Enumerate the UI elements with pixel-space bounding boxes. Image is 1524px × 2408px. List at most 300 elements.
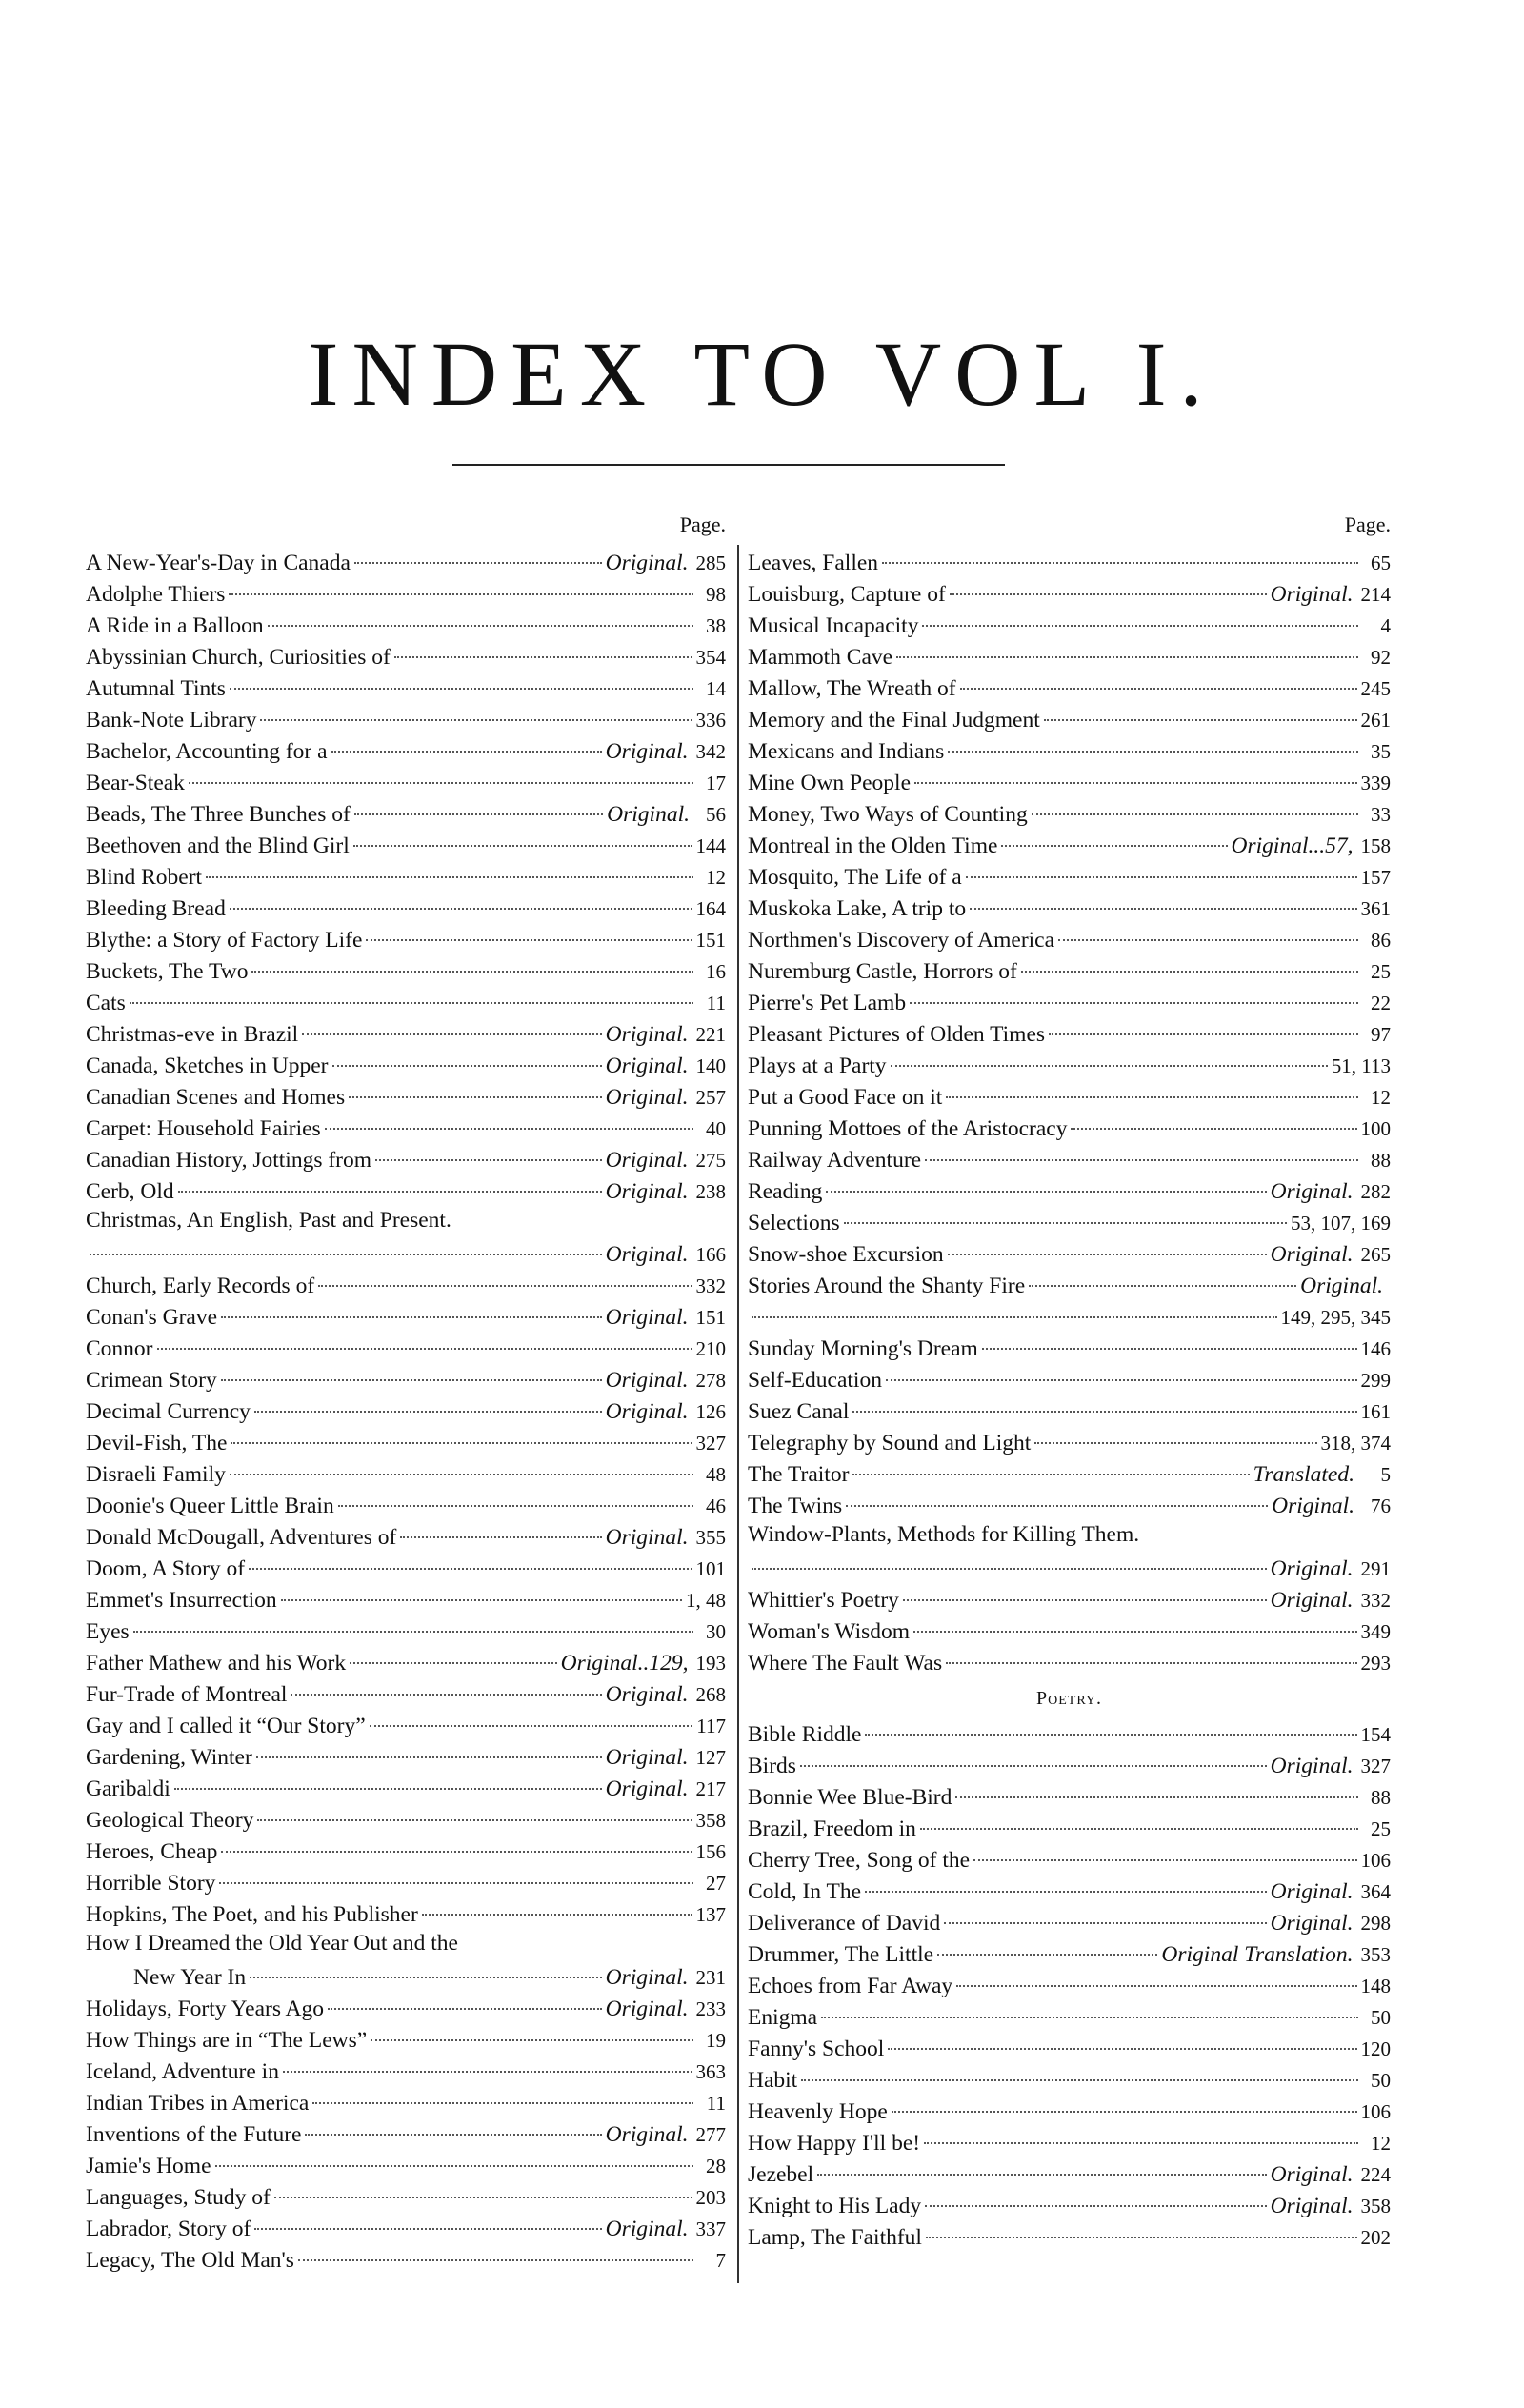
entry-page: 299 — [1360, 1368, 1391, 1392]
entry-page: 120 — [1360, 2037, 1391, 2060]
entry-title: Disraeli Family — [86, 1461, 226, 1487]
entry-page: 137 — [695, 1902, 726, 1926]
index-entry — [86, 671, 726, 702]
entry-note: Original. — [1270, 1910, 1354, 1936]
entry-title: Adolphe Thiers — [86, 581, 226, 607]
entry-title: Geological Theory — [86, 1807, 254, 1833]
entry-page: 358 — [1360, 2194, 1391, 2217]
entry-note: Original. — [605, 1744, 689, 1770]
dot-leader — [274, 2179, 692, 2198]
entry-page: 349 — [1360, 1619, 1391, 1643]
entry-title: Father Mathew and his Work — [86, 1650, 347, 1676]
entry-page: 245 — [1360, 676, 1391, 700]
index-entry — [86, 985, 726, 1016]
index-entry — [86, 1959, 726, 1991]
entry-title: How Happy I'll be! — [748, 2130, 921, 2156]
entry-title: Mosquito, The Life of a — [748, 864, 962, 890]
entry-title: Doonie's Queer Little Brain — [86, 1493, 334, 1518]
index-entry — [748, 2125, 1391, 2157]
dot-leader — [283, 2054, 692, 2073]
entry-page: 4 — [1380, 613, 1391, 637]
entry-note: Original. — [1270, 2161, 1354, 2187]
entry-note: Original. — [1270, 581, 1354, 607]
dot-leader — [174, 1771, 602, 1790]
entry-title: Labrador, Story of — [86, 2216, 251, 2241]
entry-note: Original. — [605, 1053, 689, 1078]
entry-note: Original. — [605, 2216, 689, 2241]
entry-page: 35 — [1371, 739, 1391, 763]
entry-page: 1, 48 — [686, 1588, 726, 1612]
index-entry — [748, 985, 1391, 1016]
entry-page: 11 — [706, 2091, 726, 2115]
entry-title: A Ride in a Balloon — [86, 612, 264, 638]
entry-title: Self-Education — [748, 1367, 882, 1393]
index-entry-line: Window-Plants, Methods for Killing Them. — [748, 1522, 1140, 1547]
entry-title: Enigma — [748, 2004, 818, 2030]
column-divider — [737, 545, 739, 2283]
dot-leader — [922, 608, 1358, 627]
entry-page: 27 — [706, 1871, 726, 1895]
entry-title: Church, Early Records of — [86, 1273, 315, 1298]
entry-note: Original. — [605, 1147, 689, 1173]
dot-leader — [349, 1079, 602, 1098]
title-rule — [452, 464, 1005, 466]
entry-title: Birds — [748, 1753, 796, 1778]
entry-title: Beads, The Three Bunches of — [86, 801, 351, 827]
index-entry — [748, 1048, 1391, 1079]
dot-leader — [882, 545, 1358, 564]
entry-page: 88 — [1371, 1148, 1391, 1172]
entry-page: 327 — [1360, 1754, 1391, 1777]
dot-leader — [913, 1614, 1356, 1633]
entry-title: Jezebel — [748, 2161, 814, 2187]
entry-title: Mexicans and Indians — [748, 738, 945, 764]
index-entry — [748, 2062, 1391, 2094]
dot-leader — [230, 891, 692, 910]
entry-page: 12 — [1371, 1085, 1391, 1109]
entry-page: 50 — [1371, 2068, 1391, 2092]
dot-leader — [937, 1936, 1157, 1956]
entry-page: 318, 374 — [1320, 1431, 1391, 1455]
dot-leader — [821, 1999, 1358, 2018]
entry-page: 65 — [1371, 551, 1391, 574]
entry-page: 48 — [706, 1462, 726, 1486]
dot-leader — [844, 1205, 1287, 1224]
index-entry — [86, 1519, 726, 1551]
entry-note: Original. — [605, 738, 689, 764]
dot-leader — [312, 2085, 693, 2104]
dot-leader — [1049, 1016, 1358, 1035]
index-entry — [748, 1394, 1391, 1425]
entry-title: Where The Fault Was — [748, 1650, 943, 1676]
index-entry — [86, 2085, 726, 2117]
index-entry — [86, 1174, 726, 1205]
index-entry — [748, 1174, 1391, 1205]
entry-page: 126 — [695, 1399, 726, 1423]
entry-title: Nuremburg Castle, Horrors of — [748, 958, 1017, 984]
index-entry — [86, 576, 726, 608]
entry-title: Carpet: Household Fairies — [86, 1115, 321, 1141]
right-column — [748, 505, 1391, 2251]
index-entry — [748, 1142, 1391, 1174]
page-column-header: Page. — [1344, 512, 1391, 536]
entry-title: Fanny's School — [748, 2036, 885, 2061]
entry-note: Original. — [605, 1178, 689, 1204]
index-entry — [86, 1802, 726, 1834]
index-entry — [86, 1016, 726, 1048]
dot-leader — [353, 828, 692, 847]
entry-page: 238 — [695, 1179, 726, 1203]
index-entry — [748, 1811, 1391, 1842]
entry-note: Original. — [1270, 1241, 1354, 1267]
entry-note: Original...57, — [1231, 833, 1354, 858]
dot-leader — [752, 1551, 1267, 1570]
entry-title: How Things are in “The Lews” — [86, 2027, 368, 2053]
entry-title: Knight to His Lady — [748, 2193, 922, 2218]
entry-page: 332 — [695, 1274, 726, 1297]
dot-leader — [260, 702, 692, 721]
index-entry — [748, 545, 1391, 576]
dot-leader — [332, 1048, 602, 1067]
entry-list — [748, 545, 1391, 1268]
entry-page: 217 — [695, 1776, 726, 1800]
dot-leader — [925, 1142, 1358, 1161]
entry-title: Whittier's Poetry — [748, 1587, 899, 1613]
entry-page: 203 — [695, 2185, 726, 2209]
entry-list — [86, 545, 726, 1205]
dot-leader — [251, 953, 693, 973]
entry-title: Punning Mottoes of the Aristocracy — [748, 1115, 1068, 1141]
entry-page: 342 — [695, 739, 726, 763]
index-entry — [86, 1425, 726, 1456]
entry-title: Muskoka Lake, A trip to — [748, 895, 967, 921]
entry-title: Leaves, Fallen — [748, 550, 879, 575]
entry-page: 275 — [695, 1148, 726, 1172]
dot-leader — [350, 1645, 557, 1664]
index-entry — [748, 2031, 1391, 2062]
entry-page: 148 — [1360, 1974, 1391, 1997]
entry-page: 265 — [1360, 1242, 1391, 1266]
entry-title: Holidays, Forty Years Ago — [86, 1996, 325, 2021]
index-entry — [748, 1999, 1391, 2031]
entry-page: 231 — [695, 1965, 726, 1989]
entry-page: 106 — [1360, 2099, 1391, 2123]
page-column-header: Page. — [679, 512, 726, 536]
entry-page: 38 — [706, 613, 726, 637]
entry-page: 151 — [695, 1305, 726, 1329]
entry-page: 22 — [1371, 991, 1391, 1014]
entry-page: 16 — [706, 959, 726, 983]
entry-page: 50 — [1371, 2005, 1391, 2029]
entry-title: Sunday Morning's Dream — [748, 1335, 978, 1361]
index-entry — [748, 639, 1391, 671]
dot-leader — [946, 1645, 1356, 1664]
left-column — [86, 505, 726, 2274]
entry-title: Garibaldi — [86, 1776, 170, 1801]
dot-leader — [982, 1331, 1357, 1350]
entry-title: Drummer, The Little — [748, 1941, 934, 1967]
dot-leader — [400, 1519, 601, 1538]
dot-leader — [960, 671, 1357, 690]
entry-title: Brazil, Freedom in — [748, 1816, 916, 1841]
index-entry — [86, 639, 726, 671]
entry-note: Original. — [605, 1398, 689, 1424]
entry-title: Mammoth Cave — [748, 644, 893, 670]
entry-title: Iceland, Adventure in — [86, 2058, 279, 2084]
dot-leader — [891, 1048, 1328, 1067]
dot-leader — [801, 2062, 1358, 2081]
entry-page: 278 — [695, 1368, 726, 1392]
entry-title: Northmen's Discovery of America — [748, 927, 1055, 953]
entry-page: 12 — [706, 865, 726, 889]
index-entry — [86, 1739, 726, 1771]
entry-title: Inventions of the Future — [86, 2121, 302, 2147]
entry-title: Snow-shoe Excursion — [748, 1241, 944, 1267]
dot-leader — [892, 2094, 1357, 2113]
entry-title: Mine Own People — [748, 770, 912, 795]
index-entry — [86, 2179, 726, 2211]
entry-page: 361 — [1360, 896, 1391, 920]
entry-title: Donald McDougall, Adventures of — [86, 1524, 397, 1550]
dot-leader — [896, 639, 1358, 658]
entry-note: Original. — [1270, 1878, 1354, 1904]
entry-note: Original..129, — [560, 1650, 689, 1676]
entry-page: 355 — [695, 1525, 726, 1549]
dot-leader — [886, 1362, 1357, 1381]
dot-leader — [178, 1174, 602, 1193]
entry-page: 277 — [695, 2122, 726, 2146]
entry-list — [86, 1268, 726, 1928]
entry-title: Canada, Sketches in Upper — [86, 1053, 329, 1078]
index-entry — [748, 1111, 1391, 1142]
dot-leader — [903, 1582, 1267, 1601]
entry-page: 144 — [695, 833, 726, 857]
entry-page: 158 — [1360, 833, 1391, 857]
index-entry — [748, 608, 1391, 639]
entry-note: Original. — [605, 1021, 689, 1047]
entry-title: Cherry Tree, Song of the — [748, 1847, 971, 1873]
index-entry — [86, 922, 726, 953]
index-entry — [86, 765, 726, 796]
dot-leader — [221, 1834, 692, 1853]
entry-page: 293 — [1360, 1651, 1391, 1675]
entry-title: Plays at a Party — [748, 1053, 887, 1078]
entry-page: 214 — [1360, 582, 1391, 606]
entry-title: Bachelor, Accounting for a — [86, 738, 328, 764]
entry-page: 363 — [695, 2059, 726, 2083]
dot-leader — [250, 1959, 602, 1978]
entry-title: Woman's Wisdom — [748, 1618, 911, 1644]
entry-title: Money, Two Ways of Counting — [748, 801, 1028, 827]
entry-page: 97 — [1371, 1022, 1391, 1046]
dot-leader — [925, 2188, 1267, 2207]
index-entry — [748, 733, 1391, 765]
index-entry — [86, 702, 726, 733]
index-entry — [86, 1236, 726, 1268]
index-entry — [748, 1968, 1391, 1999]
index-entry — [748, 1874, 1391, 1905]
entry-page: 224 — [1360, 2162, 1391, 2186]
entry-note: Original. — [605, 1964, 689, 1990]
index-entry — [86, 1771, 726, 1802]
entry-page: 268 — [695, 1682, 726, 1706]
dot-leader — [318, 1268, 692, 1287]
entry-page: 33 — [1371, 802, 1391, 826]
dot-leader — [956, 1968, 1356, 1987]
dot-leader — [354, 796, 603, 815]
entry-page: 282 — [1360, 1179, 1391, 1203]
dot-leader — [221, 1362, 602, 1381]
index-entry — [86, 1362, 726, 1394]
index-entry — [748, 1905, 1391, 1936]
dot-leader — [950, 576, 1267, 595]
index-entry — [86, 891, 726, 922]
dot-leader — [130, 985, 693, 1004]
entry-title: Blythe: a Story of Factory Life — [86, 927, 363, 953]
index-entry — [86, 1551, 726, 1582]
entry-note: Original. — [605, 1367, 689, 1393]
index-entry — [748, 671, 1391, 702]
index-entry — [748, 2157, 1391, 2188]
entry-title: Musical Incapacity — [748, 612, 919, 638]
index-entry — [748, 1236, 1391, 1268]
dot-leader — [800, 1748, 1267, 1767]
dot-leader — [865, 1716, 1356, 1736]
entry-page: 156 — [695, 1839, 726, 1863]
index-entry — [748, 922, 1391, 953]
index-entry — [748, 1456, 1391, 1488]
index-entry — [748, 1362, 1391, 1394]
entry-page: 46 — [706, 1494, 726, 1517]
index-entry — [748, 1582, 1391, 1614]
dot-leader — [752, 1299, 1277, 1318]
entry-note: Original. — [607, 801, 690, 827]
entry-title: Telegraphy by Sound and Light — [748, 1430, 1032, 1455]
entry-title: Bleeding Bread — [86, 895, 226, 921]
entry-note: Original. — [605, 2121, 689, 2147]
entry-note: Original. — [605, 1084, 689, 1110]
entry-page: 92 — [1371, 645, 1391, 669]
poetry-list — [748, 1716, 1391, 2251]
entry-title: Selections — [748, 1210, 840, 1235]
entry-title: Abyssinian Church, Curiosities of — [86, 644, 391, 670]
dot-leader — [291, 1676, 601, 1696]
entry-title: Deliverance of David — [748, 1910, 941, 1936]
index-entry — [748, 796, 1391, 828]
entry-page: 149, 295, 345 — [1280, 1305, 1391, 1329]
dot-leader — [926, 2219, 1357, 2238]
entry-page: 5 — [1380, 1462, 1391, 1486]
entry-page: 140 — [695, 1054, 726, 1077]
entry-title: Suez Canal — [748, 1398, 850, 1424]
dot-leader — [298, 2242, 693, 2261]
index-entry — [86, 1331, 726, 1362]
entry-page: 28 — [706, 2154, 726, 2177]
entry-page: 17 — [706, 771, 726, 794]
index-entry — [748, 1645, 1391, 1676]
index-entry — [748, 1205, 1391, 1236]
entry-page: 86 — [1371, 928, 1391, 952]
entry-title: Fur-Trade of Montreal — [86, 1681, 288, 1707]
index-entry — [748, 891, 1391, 922]
entry-note: Original. — [605, 1681, 689, 1707]
dot-leader — [354, 545, 602, 564]
entry-title: Put a Good Face on it — [748, 1084, 943, 1110]
entry-note: Original Translation. — [1161, 1941, 1354, 1967]
entry-page: 336 — [695, 708, 726, 732]
entry-title: Mallow, The Wreath of — [748, 675, 956, 701]
dot-leader — [394, 639, 692, 658]
index-entry — [86, 2242, 726, 2274]
entry-page: 117 — [696, 1714, 726, 1737]
dot-leader — [229, 576, 693, 595]
entry-title: Legacy, The Old Man's — [86, 2247, 294, 2273]
entry-note: Original. — [1270, 1753, 1354, 1778]
index-entry — [748, 1425, 1391, 1456]
dot-leader — [846, 1488, 1268, 1507]
entry-title: Autumnal Tints — [86, 675, 226, 701]
index-entry — [748, 1936, 1391, 1968]
entry-list — [748, 1331, 1391, 1519]
entry-title: Gardening, Winter — [86, 1744, 252, 1770]
entry-title: Languages, Study of — [86, 2184, 271, 2210]
dot-leader — [1029, 1268, 1296, 1287]
dot-leader — [948, 733, 1358, 752]
entry-list — [86, 1991, 726, 2274]
entry-title: Crimean Story — [86, 1367, 217, 1393]
entry-page: 106 — [1360, 1848, 1391, 1872]
dot-leader — [254, 1394, 602, 1413]
dot-leader — [328, 1991, 602, 2010]
index-entry — [748, 1331, 1391, 1362]
entry-page: 88 — [1371, 1785, 1391, 1809]
entry-page: 76 — [1371, 1494, 1391, 1517]
index-entry — [748, 1842, 1391, 1874]
dot-leader — [914, 765, 1356, 784]
entry-note: Original. — [1270, 1587, 1354, 1613]
entry-page: 25 — [1371, 959, 1391, 983]
index-entry — [748, 2188, 1391, 2219]
entry-title: Stories Around the Shanty Fire — [748, 1273, 1026, 1298]
index-entry-line: How I Dreamed the Old Year Out and the — [86, 1931, 458, 1956]
entry-page: 154 — [1360, 1722, 1391, 1746]
entry-page: 291 — [1360, 1556, 1391, 1580]
dot-leader — [1021, 953, 1358, 973]
dot-leader — [249, 1551, 692, 1570]
entry-note: Original. — [1270, 1555, 1354, 1581]
entry-page: 146 — [1360, 1336, 1391, 1360]
dot-leader — [1034, 1425, 1316, 1444]
entry-note: Original. — [605, 1304, 689, 1330]
dot-leader — [230, 671, 693, 690]
index-entry — [86, 1456, 726, 1488]
entry-page: 12 — [1371, 2131, 1391, 2155]
entry-page: 14 — [706, 676, 726, 700]
entry-title: Pleasant Pictures of Olden Times — [748, 1021, 1046, 1047]
entry-title: Cold, In The — [748, 1878, 862, 1904]
entry-page: 358 — [695, 1808, 726, 1832]
index-entry — [748, 2094, 1391, 2125]
entry-title: The Traitor — [748, 1461, 850, 1487]
dot-leader — [221, 1299, 602, 1318]
dot-leader — [268, 608, 693, 627]
dot-leader — [920, 1811, 1358, 1830]
index-entry — [748, 702, 1391, 733]
entry-title: Cerb, Old — [86, 1178, 174, 1204]
index-entry — [86, 1676, 726, 1708]
entry-title: Horrible Story — [86, 1870, 216, 1896]
index-entry — [86, 2054, 726, 2085]
